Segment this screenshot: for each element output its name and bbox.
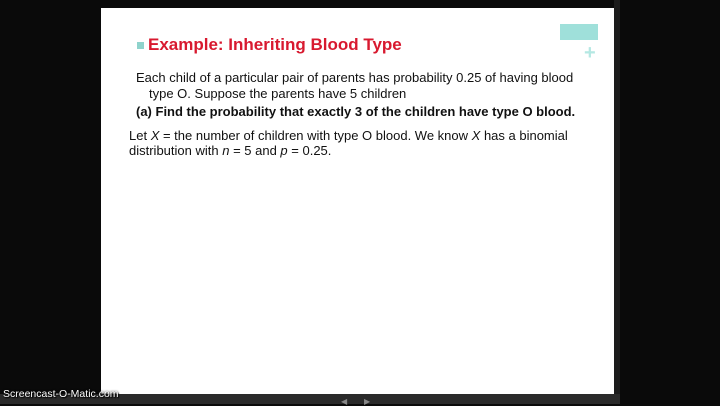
problem-statement xyxy=(136,70,596,102)
question-a: (a) Find the probability that exactly 3 of the children have type O blood. xyxy=(136,104,576,119)
problem-line-1: Each child of a particular pair of parents has probability 0.25 of having blood xyxy=(136,70,574,85)
prev-arrow-icon[interactable]: ◀ xyxy=(341,397,348,406)
problem-line-2: type O. Suppose the parents have 5 children xyxy=(149,86,407,101)
window-edge xyxy=(614,0,620,404)
text: = the number of children with type O blood. We know xyxy=(159,128,472,143)
slide xyxy=(101,8,614,394)
bullet-icon xyxy=(137,42,144,49)
watermark: Screencast-O-Matic.com xyxy=(3,388,119,400)
plus-icon: + xyxy=(584,42,596,64)
text: = 0.25. xyxy=(287,143,332,158)
slide-title: Example: Inheriting Blood Type xyxy=(148,35,402,54)
text: Let xyxy=(129,128,151,143)
var-x: X xyxy=(150,128,160,143)
var-x: X xyxy=(471,128,481,143)
var-n: n xyxy=(222,143,230,158)
text: = 5 and xyxy=(229,143,281,158)
text: has a binomial distribution with xyxy=(129,128,568,158)
answer-text xyxy=(129,128,599,158)
var-p: p xyxy=(280,143,288,158)
decorative-rectangle xyxy=(560,24,598,40)
next-arrow-icon[interactable]: ▶ xyxy=(364,397,371,406)
